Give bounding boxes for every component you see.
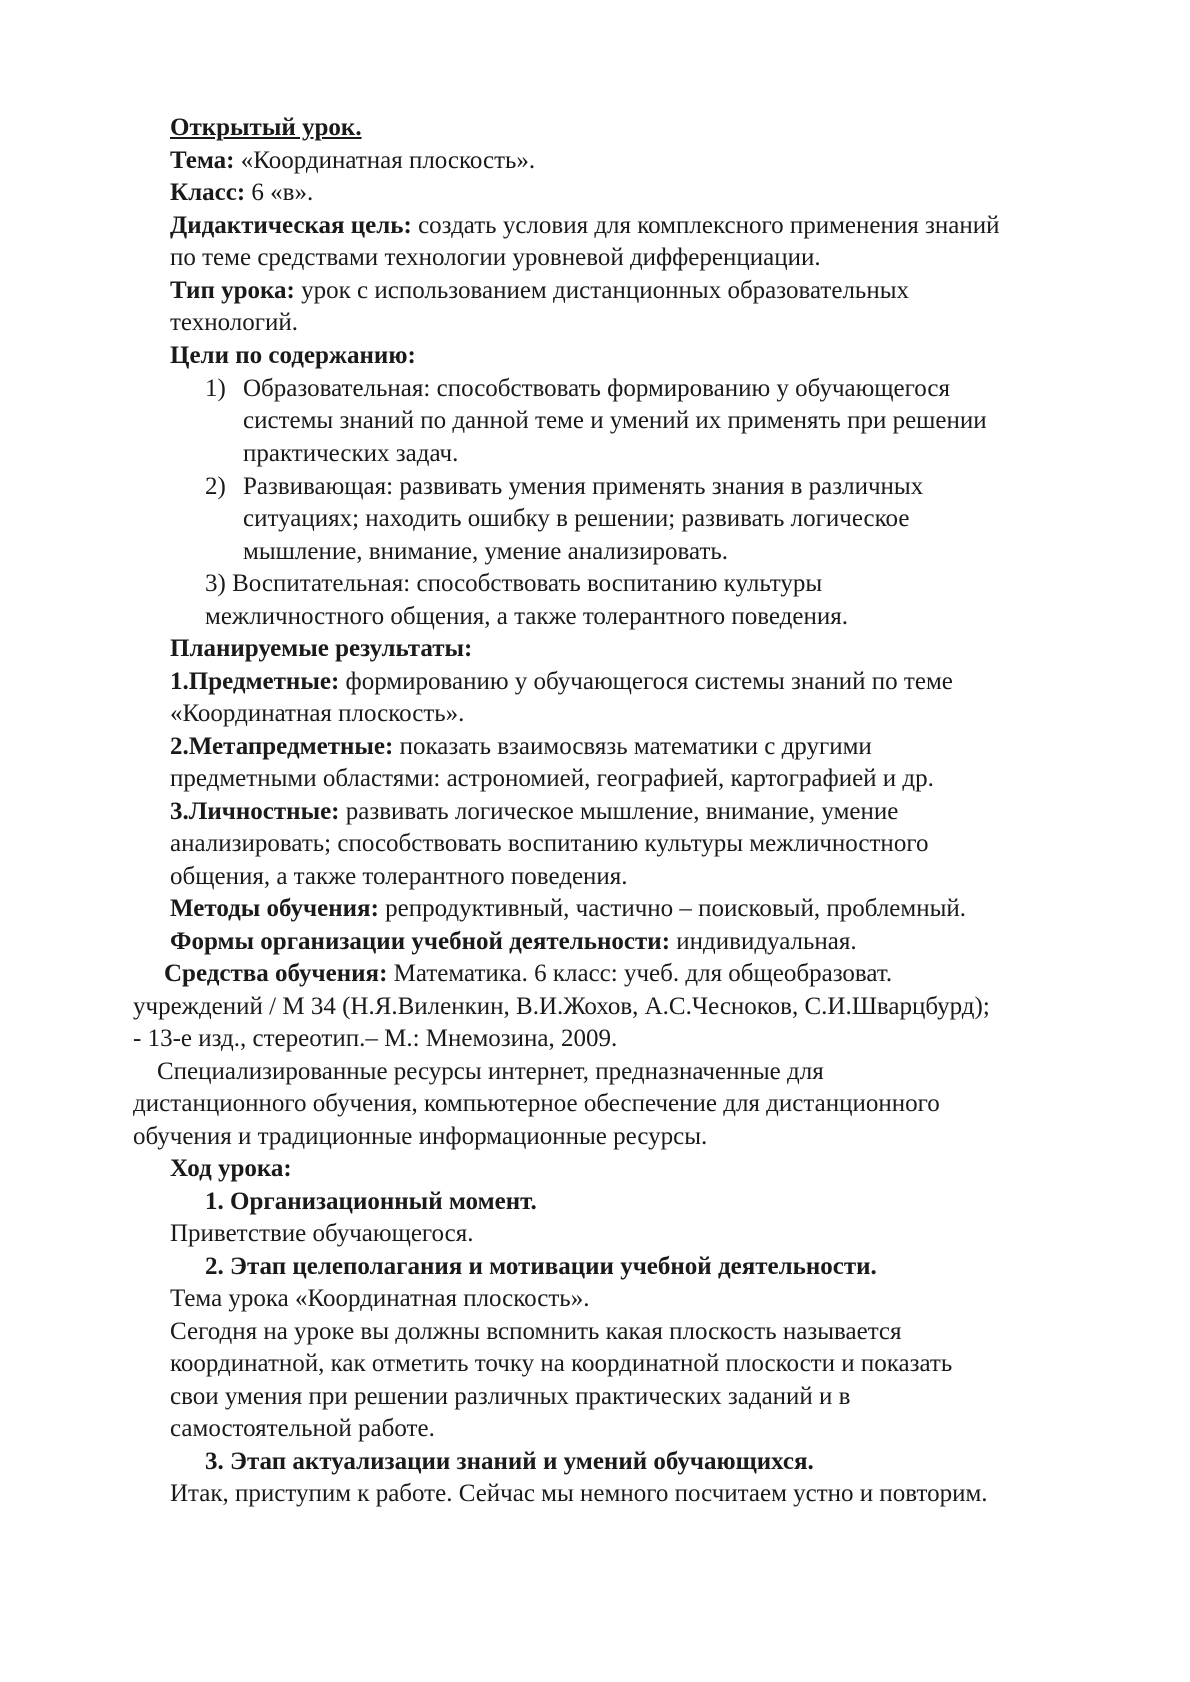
goal-3-line-2: межличностного общения, а также толерантного поведения.: [205, 603, 848, 630]
forms-line: Формы организации учебной деятельности: индивидуальная.: [170, 928, 857, 955]
stage-1-heading: 1. Организационный момент.: [205, 1188, 537, 1215]
class-line: Класс: 6 «в».: [170, 179, 314, 206]
stage-2-line-2: Сегодня на уроке вы должны вспомнить какая плоскость называется: [170, 1318, 902, 1345]
didactic-goal-line-1: Дидактическая цель: создать условия для комплексного применения знаний: [170, 212, 1000, 239]
stage-3-heading: 3. Этап актуализации знаний и умений обучающихся.: [205, 1448, 814, 1475]
course-heading: Ход урока:: [170, 1155, 292, 1182]
result-1-line-1: 1.Предметные: формированию у обучающегося системы знаний по теме: [170, 668, 953, 695]
stage-2-heading: 2. Этап целеполагания и мотивации учебной деятельности.: [205, 1253, 877, 1280]
goals-heading: Цели по содержанию:: [170, 342, 416, 369]
means-line-1: Средства обучения: Математика. 6 класс: учеб. для общеобразоват.: [164, 960, 893, 987]
result-3-line-2: анализировать; способствовать воспитанию культуры межличностного: [170, 830, 929, 857]
stage-2-line-3: координатной, как отметить точку на координатной плоскости и показать: [170, 1350, 953, 1377]
didactic-goal-line-2: по теме средствами технологии уровневой дифференциации.: [170, 244, 821, 271]
stage-2-line-4: свои умения при решении различных практических заданий и в: [170, 1383, 851, 1410]
means-line-3: - 13-е изд., стереотип.– М.: Мнемозина, 2009.: [133, 1025, 618, 1052]
goal-1-line-3: практических задач.: [243, 440, 459, 467]
results-heading: Планируемые результаты:: [170, 635, 473, 662]
result-1-line-2: «Координатная плоскость».: [170, 700, 465, 727]
goal-1-line-2: системы знаний по данной теме и умений их применять при решении: [243, 407, 987, 434]
result-2-line-1: 2.Метапредметные: показать взаимосвязь математики с другими: [170, 733, 872, 760]
stage-3-text: Итак, приступим к работе. Сейчас мы немного посчитаем устно и повторим.: [170, 1480, 988, 1507]
lesson-type-line-2: технологий.: [170, 309, 298, 336]
goal-2-line-1: Развивающая: развивать умения применять знания в различных: [243, 473, 924, 500]
methods-line: Методы обучения: репродуктивный, частично – поисковый, проблемный.: [170, 895, 967, 922]
goal-2-number: 2): [205, 473, 226, 500]
stage-1-text: Приветствие обучающегося.: [170, 1220, 474, 1247]
stage-2-line-5: самостоятельной работе.: [170, 1415, 435, 1442]
lesson-type-line-1: Тип урока: урок с использованием дистанционных образовательных: [170, 277, 909, 304]
resources-line-3: обучения и традиционные информационные ресурсы.: [133, 1123, 708, 1150]
resources-line-2: дистанционного обучения, компьютерное обеспечение для дистанционного: [133, 1090, 940, 1117]
goal-3-line-1: 3) Воспитательная: способствовать воспитанию культуры: [205, 570, 823, 597]
result-2-line-2: предметными областями: астрономией, географией, картографией и др.: [170, 765, 934, 792]
result-3-line-3: общения, а также толерантного поведения.: [170, 863, 628, 890]
topic-line: Тема: «Координатная плоскость».: [170, 147, 536, 174]
document-title: Открытый урок.: [170, 114, 362, 141]
goal-2-line-2: ситуациях; находить ошибку в решении; развивать логическое: [243, 505, 910, 532]
means-line-2: учреждений / М 34 (Н.Я.Виленкин, В.И.Жохов, А.С.Чесноков, С.И.Шварцбурд);: [133, 993, 990, 1020]
goal-1-number: 1): [205, 375, 226, 402]
goal-1-line-1: Образовательная: способствовать формированию у обучающегося: [243, 375, 950, 402]
resources-line-1: Специализированные ресурсы интернет, предназначенные для: [157, 1058, 824, 1085]
result-3-line-1: 3.Личностные: развивать логическое мышление, внимание, умение: [170, 798, 899, 825]
stage-2-line-1: Тема урока «Координатная плоскость».: [170, 1285, 590, 1312]
goal-2-line-3: мышление, внимание, умение анализировать.: [243, 538, 729, 565]
